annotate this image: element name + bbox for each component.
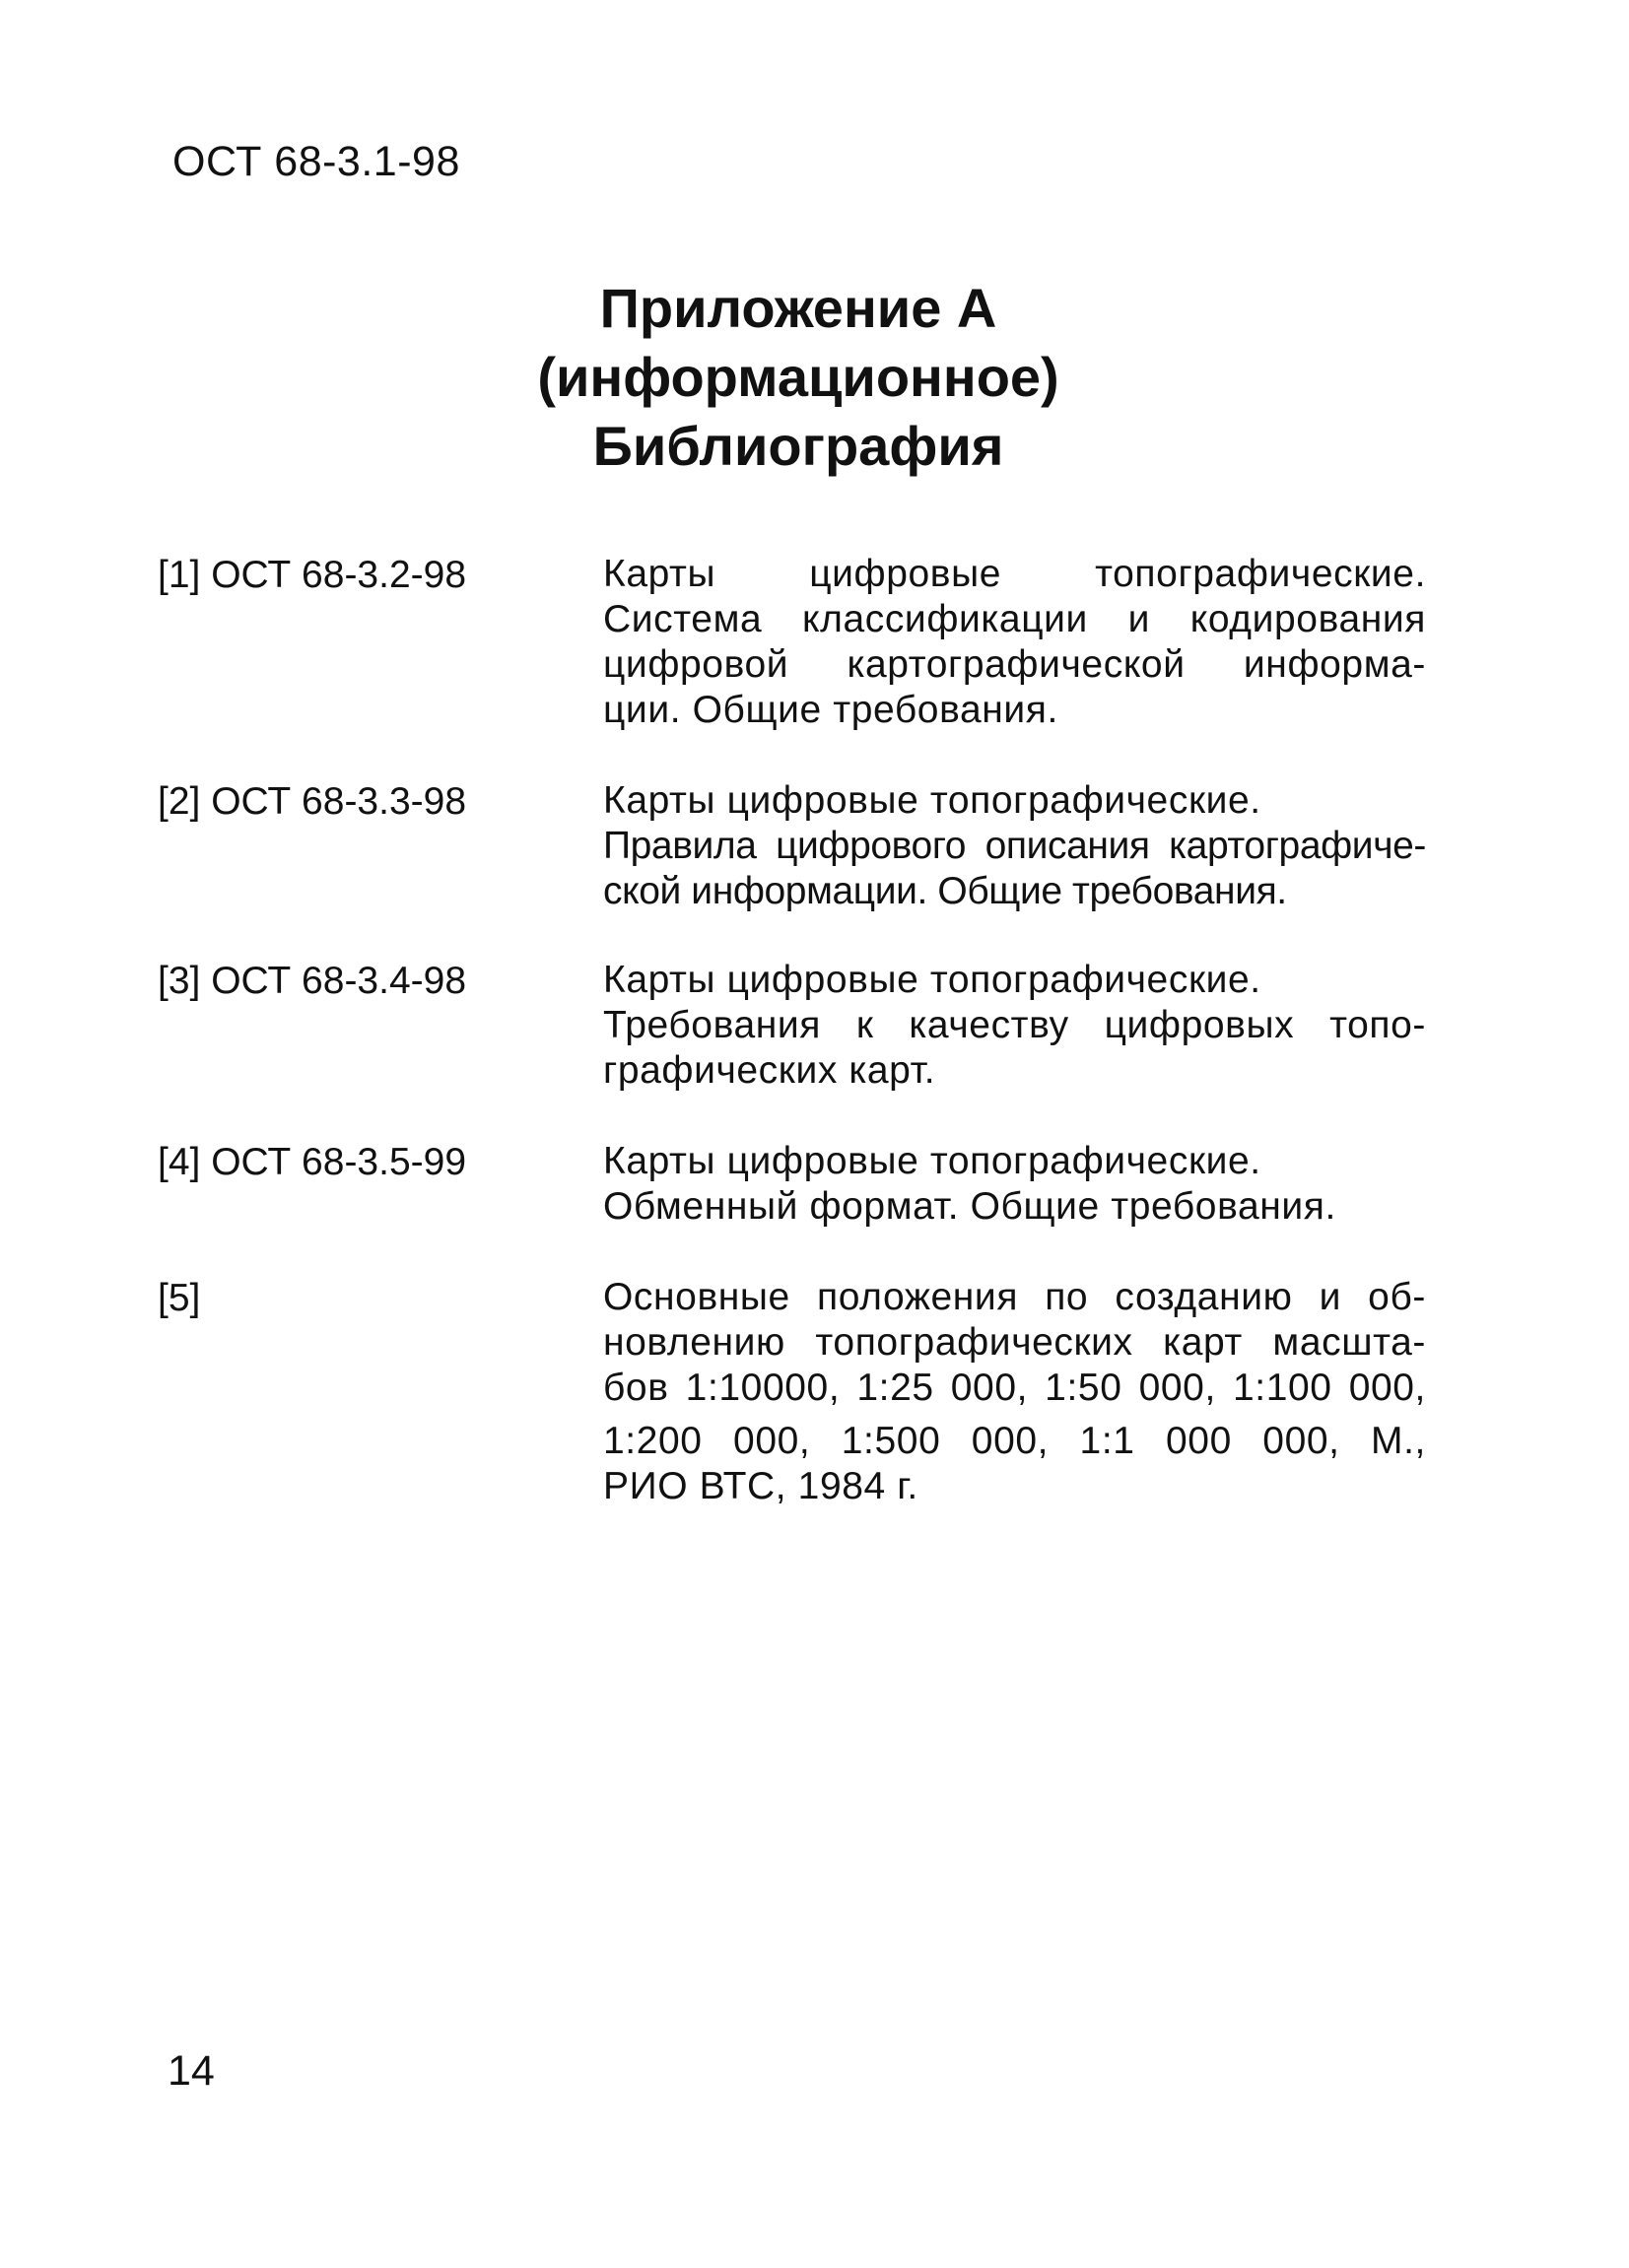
bibliography-ref: [2] ОСТ 68-3.3-98 (158, 780, 467, 823)
bibliography-ref: [5] (158, 1277, 201, 1319)
bibliography-description (603, 958, 1426, 1094)
document-code-header: ОСТ 68-3.1-98 (172, 138, 460, 185)
bibliography-ref: [1] ОСТ 68-3.2-98 (158, 554, 467, 596)
description-line: графических карт. (603, 1049, 936, 1092)
bibliography-description (603, 1139, 1426, 1230)
appendix-title-line-3: Библиография (592, 415, 1004, 477)
page-number: 14 (168, 2047, 215, 2095)
appendix-title-line-1: Приложение А (599, 277, 997, 339)
description-line: Карты цифровые топографические. (603, 553, 1426, 595)
description-line: Карты цифровые топографические. (603, 1140, 1261, 1182)
description-line: РИО ВТС, 1984 г. (603, 1465, 918, 1507)
description-line: ской информации. Общие требования. (603, 870, 1287, 912)
description-line: новлению топографических карт масшта- (603, 1321, 1426, 1364)
bibliography-description (603, 552, 1426, 733)
description-line: Карты цифровые топографические. (603, 779, 1261, 822)
bibliography-entry-4 (158, 1139, 1439, 1230)
bibliography-entry-5 (158, 1275, 1439, 1509)
description-line: бов 1:10000, 1:25 000, 1:50 000, 1:100 000, (603, 1367, 1426, 1409)
description-line: 1:200 000, 1:500 000, 1:1 000 000, М., (603, 1420, 1426, 1462)
bibliography-entry-2 (158, 778, 1439, 914)
description-line: Правила цифрового описания картографиче- (603, 825, 1426, 867)
description-line: ции. Общие требования. (603, 689, 1058, 731)
bibliography-entry-3 (158, 958, 1439, 1094)
bibliography-ref: [4] ОСТ 68-3.5-99 (158, 1141, 467, 1183)
appendix-title (0, 274, 1596, 481)
bibliography-description (603, 1275, 1426, 1509)
bibliography-entry-1 (158, 552, 1439, 733)
description-line: Карты цифровые топографические. (603, 959, 1261, 1001)
description-line: Основные положения по созданию и об- (603, 1276, 1426, 1318)
description-line: Система классификации и кодирования (603, 598, 1426, 640)
description-line: Требования к качеству цифровых топо- (603, 1004, 1426, 1046)
description-line: Обменный формат. Общие требования. (603, 1185, 1336, 1228)
bibliography-ref: [3] ОСТ 68-3.4-98 (158, 960, 467, 1002)
bibliography-list (158, 552, 1439, 1555)
bibliography-description (603, 778, 1426, 914)
description-line: цифровой картографической информа- (603, 643, 1426, 686)
appendix-title-line-2: (информационное) (537, 346, 1059, 408)
